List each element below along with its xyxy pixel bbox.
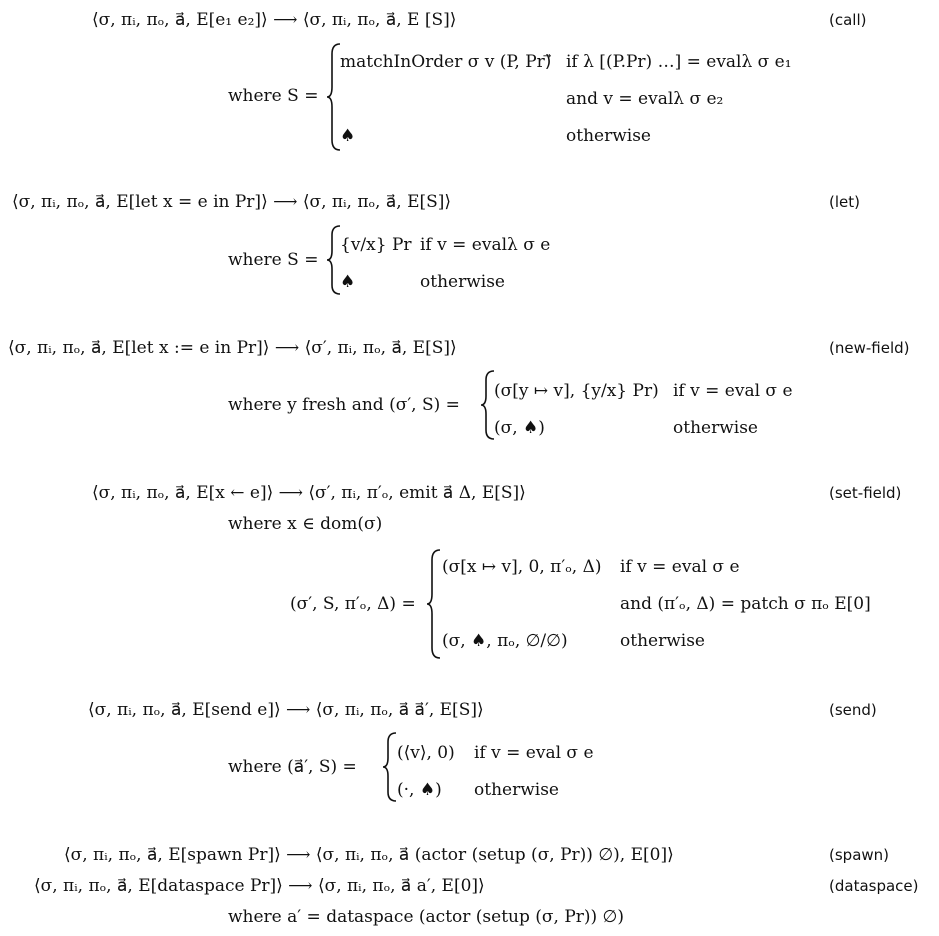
rule-let-where: where S = [228, 250, 319, 270]
rule-new-field-label: (new-field) [829, 339, 910, 357]
rule-send-case2-expr: (·, ♠) [397, 780, 442, 800]
rule-send-brace [382, 731, 398, 803]
rule-new-field-case2-cond: otherwise [673, 418, 758, 438]
rule-set-field-where: (σ′, S, π′ₒ, Δ) = [290, 594, 416, 614]
rule-let-label: (let) [829, 193, 860, 211]
rule-dataspace-label: (dataspace) [829, 877, 919, 895]
rule-call-case3-cond: otherwise [566, 126, 651, 146]
rule-new-field-where: where y fresh and (σ′, S) = [228, 395, 460, 415]
rule-call-case1-cond: if λ [(P.Pr) …] = evalλ σ e₁ [566, 52, 792, 72]
rule-spawn-reduction: ⟨σ, πᵢ, πₒ, a⃗, E[spawn Pr]⟩ ⟶ ⟨σ, πᵢ, πₒ, a⃗ (actor (setup (σ, Pr)) ∅), E[0]⟩ [64, 845, 674, 865]
rule-send-label: (send) [829, 701, 877, 719]
rule-set-field-case2-cond: and (π′ₒ, Δ) = patch σ πₒ E[0] [620, 594, 871, 614]
rule-send-case1-cond: if v = eval σ e [474, 743, 594, 763]
rule-let-case2-expr: ♠ [340, 272, 356, 292]
rule-send-case1-expr: (⟨v⟩, 0) [397, 743, 455, 763]
rule-set-field-case1-expr: (σ[x ↦ v], 0, π′ₒ, Δ) [442, 557, 602, 577]
rule-call-label: (call) [829, 11, 867, 29]
rule-let-case1-cond: if v = evalλ σ e [420, 235, 551, 255]
rule-call-where: where S = [228, 86, 319, 106]
rule-send-reduction: ⟨σ, πᵢ, πₒ, a⃗, E[send e]⟩ ⟶ ⟨σ, πᵢ, πₒ, a⃗ a⃗′, E[S]⟩ [88, 700, 484, 720]
rule-dataspace-reduction: ⟨σ, πᵢ, πₒ, a⃗, E[dataspace Pr]⟩ ⟶ ⟨σ, πᵢ, πₒ, a⃗ a′, E[0]⟩ [34, 876, 485, 896]
rule-call-reduction: ⟨σ, πᵢ, πₒ, a⃗, E[e₁ e₂]⟩ ⟶ ⟨σ, πᵢ, πₒ, a⃗, E [S]⟩ [92, 10, 457, 30]
rule-spawn-label: (spawn) [829, 846, 890, 864]
rule-call-case3-expr: ♠ [340, 126, 356, 146]
rule-set-field-where-dom: where x ∈ dom(σ) [228, 514, 383, 534]
rule-new-field-case1-cond: if v = eval σ e [673, 381, 793, 401]
rule-dataspace-where: where a′ = dataspace (actor (setup (σ, Pr)) ∅) [228, 907, 624, 927]
rule-new-field-case2-expr: (σ, ♠) [494, 418, 545, 438]
rule-call-case1-expr: matchInOrder σ v (P, Pr)⃗ [340, 52, 552, 72]
rule-let-reduction: ⟨σ, πᵢ, πₒ, a⃗, E[let x = e in Pr]⟩ ⟶ ⟨σ, πᵢ, πₒ, a⃗, E[S]⟩ [12, 192, 452, 212]
rule-let-case1-expr: {v/x} Pr [340, 235, 412, 255]
rule-send-case2-cond: otherwise [474, 780, 559, 800]
rule-set-field-label: (set-field) [829, 484, 902, 502]
rule-set-field-case3-expr: (σ, ♠, πₒ, ∅/∅) [442, 631, 568, 651]
rule-send-where: where (a⃗′, S) = [228, 757, 357, 777]
rule-set-field-case3-cond: otherwise [620, 631, 705, 651]
rule-set-field-case1-cond: if v = eval σ e [620, 557, 740, 577]
rule-let-case2-cond: otherwise [420, 272, 505, 292]
rule-set-field-brace [426, 548, 442, 660]
rule-new-field-case1-expr: (σ[y ↦ v], {y/x} Pr) [494, 381, 659, 401]
rule-set-field-reduction: ⟨σ, πᵢ, πₒ, a⃗, E[x ← e]⟩ ⟶ ⟨σ′, πᵢ, π′ₒ, emit a⃗ Δ, E[S]⟩ [92, 483, 526, 503]
rule-call-case2-cond: and v = evalλ σ e₂ [566, 89, 724, 109]
rule-new-field-reduction: ⟨σ, πᵢ, πₒ, a⃗, E[let x := e in Pr]⟩ ⟶ ⟨σ′, πᵢ, πₒ, a⃗, E[S]⟩ [8, 338, 457, 358]
